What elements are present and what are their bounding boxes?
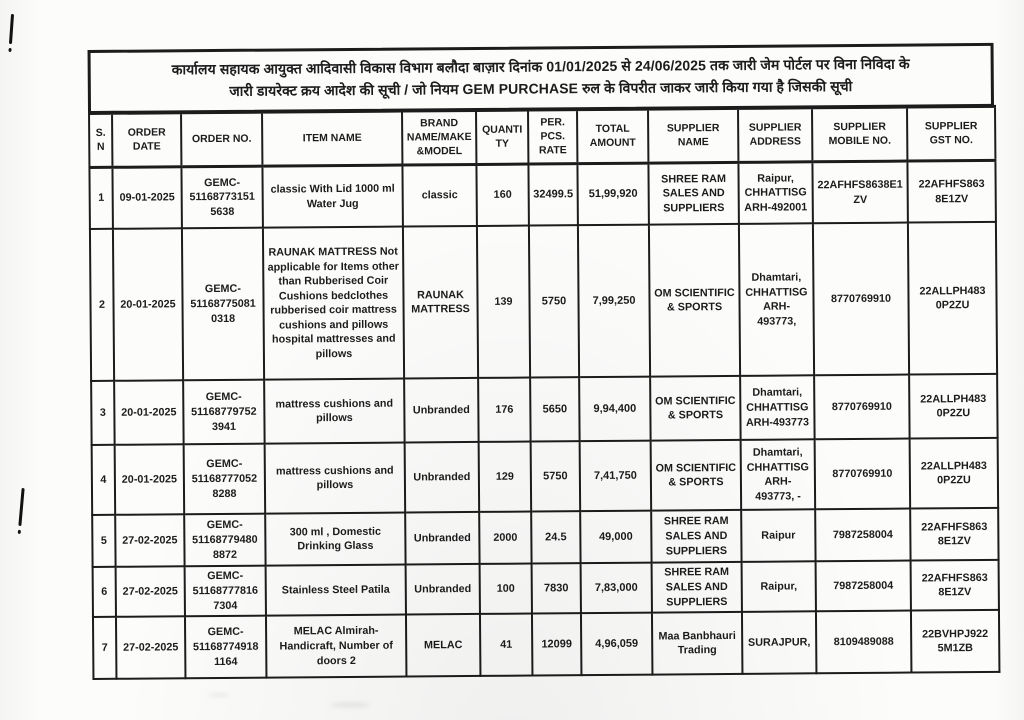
cell-sn: 4 — [92, 445, 116, 515]
cell-brand: MELAC — [406, 614, 480, 677]
column-header-supplier-address: SUPPLIER ADDRESS — [738, 108, 812, 163]
cell-supplier-address: Dhamtari, CHHATTISG ARH-493773 — [740, 376, 815, 441]
cell-sn: 7 — [93, 617, 116, 679]
cell-supplier-address: Raipur, — [742, 562, 816, 613]
table-row — [91, 374, 997, 445]
cell-total: 4,96,059 — [581, 613, 652, 676]
cell-order-no: GEMC- 51168775081 0318 — [182, 228, 264, 381]
column-header-sn: S.N — [89, 113, 112, 167]
cell-supplier-mobile: 8770769910 — [814, 375, 909, 440]
table-row — [93, 560, 999, 617]
column-header-order-date: ORDER DATE — [112, 113, 181, 168]
cell-supplier-mobile: 8109489088 — [816, 611, 911, 674]
cell-supplier-address: Raipur — [741, 510, 815, 563]
cell-item-name: mattress cushions and pillows — [264, 379, 404, 444]
cell-supplier-gst: 22AFHFS863 8E1ZV — [910, 508, 998, 561]
cell-brand: Unbranded — [404, 378, 479, 443]
document-title: कार्यालय सहायक आयुक्त आदिवासी विकास विभाग बलौदा बाज़ार दिनांक 01/01/2025 से 24/06/2025 तक जारी जेम पोर्टल पर विना निविदा के जारी डायरेक्ट क्रय आदेश की सूची / जो नियम GEM PURCHASE रुल के विपरीत जाकर जारी किया गया है जिसकी सूची — [88, 43, 994, 113]
column-header-supplier-gst: SUPPLIER GST NO. — [907, 106, 995, 161]
cell-rate: 5750 — [529, 225, 579, 377]
cell-supplier-name: OM SCIENTIFIC & SPORTS — [651, 440, 742, 511]
cell-order-date: 27-02-2025 — [116, 617, 185, 680]
column-header-supplier-name: SUPPLIER NAME — [648, 108, 738, 163]
cell-brand: RAUNAK MATTRESS — [403, 226, 478, 379]
cell-order-date: 09-01-2025 — [112, 167, 181, 230]
table-header-row — [89, 106, 995, 167]
cell-supplier-name: OM SCIENTIFIC & SPORTS — [650, 376, 740, 441]
cell-supplier-gst: 22AFHFS863 8E1ZV — [907, 160, 995, 223]
cell-total: 7,83,000 — [581, 563, 652, 614]
cell-sn: 3 — [91, 381, 115, 445]
table-row — [90, 222, 997, 381]
cell-item-name: mattress cushions and pillows — [265, 443, 406, 514]
cell-supplier-gst: 22AFHFS863 8E1ZV — [911, 560, 999, 611]
cell-supplier-mobile: 8770769910 — [813, 223, 909, 376]
table-header — [89, 106, 995, 167]
cell-sn: 6 — [93, 567, 116, 617]
table-body — [89, 160, 999, 679]
cell-total: 49,000 — [580, 511, 651, 564]
cell-order-no: GEMC- 51168773151 5638 — [181, 166, 262, 229]
cell-rate: 5750 — [531, 441, 581, 511]
scan-smudge — [330, 702, 370, 708]
cell-qty: 129 — [479, 442, 532, 512]
cell-supplier-address: Dhamtari, CHHATTISG ARH- 493773, — [739, 224, 814, 377]
cell-rate: 7830 — [532, 563, 581, 613]
cell-brand: Unbranded — [406, 564, 480, 615]
cell-rate: 32499.5 — [528, 163, 577, 225]
table-row — [92, 438, 999, 515]
cell-supplier-mobile: 7987258004 — [816, 561, 911, 612]
cell-rate: 12099 — [532, 613, 581, 675]
cell-qty: 139 — [477, 226, 530, 378]
cell-order-no: GEMC- 51168779480 8872 — [184, 514, 265, 567]
cell-sn: 2 — [90, 229, 114, 381]
pen-mark-dot — [18, 530, 21, 534]
cell-total: 7,41,750 — [580, 441, 652, 512]
cell-item-name: RAUNAK MATTRESS Not applicable for Items other than Rubberised Coir Cushions bedclothes rubberised coir mattress cushions and pillows hospital mattresses and pillows — [263, 227, 404, 380]
scan-smudge — [208, 693, 230, 697]
cell-supplier-gst: 22ALLPH483 0P2ZU — [908, 222, 997, 375]
cell-item-name: Stainless Steel Patila — [266, 565, 406, 616]
table-row — [93, 610, 999, 679]
column-header-brand: BRAND NAME/MAKE &MODEL — [402, 110, 476, 165]
cell-supplier-address: SURAJPUR, — [742, 612, 816, 675]
cell-supplier-address: Raipur, CHHATTISG ARH-492001 — [738, 162, 812, 225]
cell-supplier-gst: 22ALLPH483 0P2ZU — [909, 374, 997, 439]
cell-supplier-name: SHREE RAM SALES AND SUPPLIERS — [652, 562, 742, 613]
pen-mark-top — [9, 14, 14, 44]
cell-supplier-name: Maa Banbhauri Trading — [652, 612, 742, 675]
cell-supplier-name: SHREE RAM SALES AND SUPPLIERS — [648, 162, 738, 225]
cell-total: 51,99,920 — [577, 163, 648, 226]
column-header-total-amount: TOTAL AMOUNT — [577, 109, 648, 164]
cell-total: 7,99,250 — [578, 225, 650, 378]
cell-order-date: 20-01-2025 — [115, 445, 185, 516]
cell-supplier-mobile: 22AFHFS8638E1 ZV — [812, 161, 907, 224]
cell-supplier-gst: 22ALLPH483 0P2ZU — [910, 438, 999, 509]
cell-brand: classic — [402, 164, 476, 227]
cell-supplier-name: SHREE RAM SALES AND SUPPLIERS — [651, 510, 741, 563]
purchase-orders-table — [88, 105, 1000, 681]
pen-mark-dot — [8, 48, 11, 52]
column-header-per-pcs-rate: PER. PCS. RATE — [528, 109, 577, 163]
cell-order-no: GEMC- 51168777816 7304 — [185, 566, 266, 617]
cell-supplier-mobile: 8770769910 — [815, 439, 911, 510]
table-row — [92, 508, 998, 567]
cell-qty: 41 — [480, 614, 532, 676]
cell-total: 9,94,400 — [579, 377, 651, 442]
scanned-document-sheet — [88, 43, 999, 680]
cell-qty: 100 — [480, 564, 532, 614]
cell-item-name: classic With Lid 1000 ml Water Jug — [262, 165, 402, 228]
column-header-item-name: ITEM NAME — [262, 111, 402, 166]
column-header-quantity: QUANTI TY — [476, 110, 528, 164]
cell-order-no: GEMC- 51168777052 8288 — [184, 444, 266, 515]
cell-order-date: 20-01-2025 — [113, 229, 183, 382]
cell-supplier-address: Dhamtari, CHHATTISG ARH- 493773, - — [741, 440, 816, 511]
cell-qty: 176 — [478, 378, 531, 442]
cell-supplier-mobile: 7987258004 — [815, 509, 910, 562]
column-header-order-no: ORDER NO. — [181, 112, 262, 167]
cell-supplier-gst: 22BVHPJ922 5M1ZB — [911, 610, 999, 673]
cell-order-no: GEMC- 51168779752 3941 — [183, 380, 265, 445]
pen-mark-bottom — [18, 488, 24, 526]
cell-item-name: MELAC Almirah-Handicraft, Number of doors 2 — [266, 615, 406, 678]
cell-supplier-name: OM SCIENTIFIC & SPORTS — [649, 224, 740, 377]
cell-order-date: 20-01-2025 — [114, 381, 184, 446]
cell-qty: 2000 — [479, 512, 531, 564]
cell-qty: 160 — [476, 164, 528, 226]
column-header-supplier-mobile: SUPPLIER MOBILE NO. — [812, 107, 907, 162]
cell-rate: 5650 — [530, 377, 580, 441]
cell-rate: 24.5 — [531, 511, 580, 563]
cell-order-date: 27-02-2025 — [116, 567, 185, 618]
cell-sn: 1 — [89, 167, 112, 229]
cell-brand: Unbranded — [405, 512, 479, 565]
cell-order-no: GEMC- 51168774918 1164 — [185, 616, 266, 679]
cell-item-name: 300 ml , Domestic Drinking Glass — [265, 513, 405, 566]
cell-brand: Unbranded — [405, 442, 480, 513]
cell-sn: 5 — [92, 515, 115, 567]
table-row — [89, 160, 995, 229]
cell-order-date: 27-02-2025 — [115, 515, 184, 568]
